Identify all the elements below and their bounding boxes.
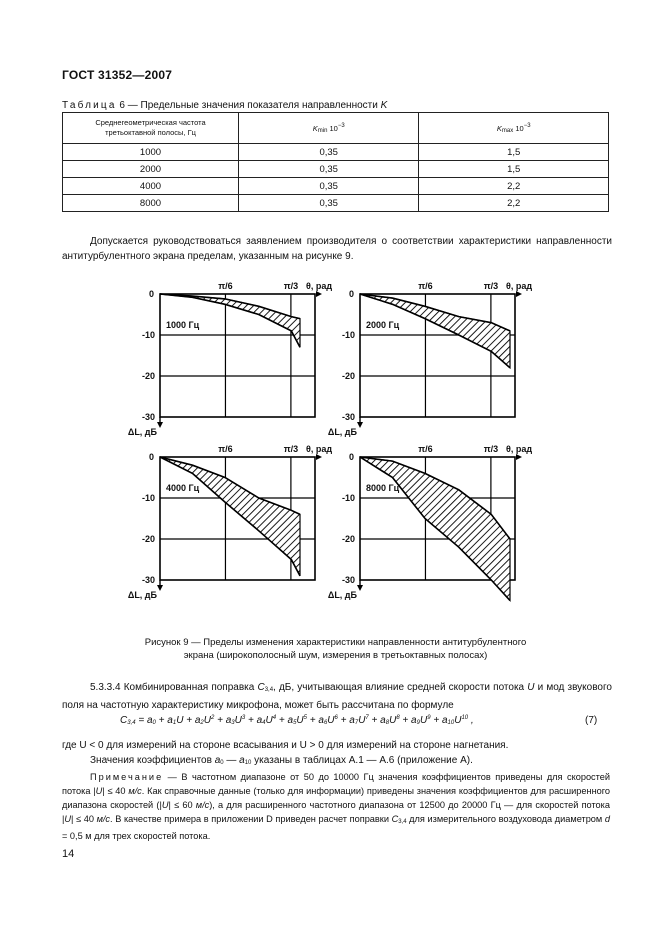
- y-tick-label: -10: [341, 493, 355, 503]
- note-paragraph: Примечание — В частотном диапазоне от 50 до 10000 Гц значения коэффициентов приведены для скоростей потока |U| ≤ 40 м/с. Как справочные данные (только для информации) приведены значения коэффициентов для расширенного диапазона скоростей (|U| ≤ 60 м/с), а для расширенного частотного диапазона от 12500 до 20000 Гц — для скоростей потока |U| ≤ 40 м/с. В качестве примера в приложении D приведен расчет поправки C3,4 для измерительного воздуховода диаметром d = 0,5 м для трех скоростей потока.: [62, 772, 611, 841]
- frequency-label: 1000 Гц: [166, 320, 200, 330]
- x-tick-label: π/6: [418, 444, 433, 454]
- x-tick-label: π/6: [418, 281, 433, 291]
- y-tick-label: -30: [141, 412, 155, 422]
- paragraph-5-3-3-4: 5.3.3.4 Комбинированная поправка C3,4, дБ, учитывающая влияние средней скорости потока U и мод звукового поля на частотную характеристику микрофона, может быть рассчитана по формуле: [62, 682, 612, 711]
- y-tick-label: -30: [141, 575, 155, 585]
- frequency-label: 8000 Гц: [366, 483, 400, 493]
- frequency-label: 2000 Гц: [366, 320, 400, 330]
- y-tick-label: -30: [341, 575, 355, 585]
- x-axis-label: θ, рад: [305, 444, 333, 454]
- y-tick-label: 0: [148, 452, 154, 462]
- col-kmin-header: Kmin $10^{-3}$: [239, 113, 419, 144]
- table-caption-word: Таблица: [62, 100, 117, 111]
- tolerance-band: [160, 457, 300, 576]
- paragraph-manufacturer-statement: Допускается руководствоваться заявлением производителя о соответствии характеристики направленности антитурбулентного экрана пределам, указанным на рисунке 9.: [62, 236, 612, 262]
- x-axis-arrow-icon: [316, 454, 322, 460]
- y-tick-label: 0: [148, 289, 154, 299]
- y-tick-label: -20: [341, 371, 355, 381]
- y-axis-label: ΔL, дБ: [327, 427, 357, 437]
- col-frequency-header: Среднегеометрическая частота третьоктавной полосы, Гц: [63, 113, 239, 144]
- table-row: 8000 0,35 2,2: [63, 195, 609, 212]
- x-tick-label: π/3: [483, 444, 499, 454]
- chart-frame: [160, 294, 315, 417]
- x-tick-label: π/3: [483, 281, 499, 291]
- y-axis-label: ΔL, дБ: [127, 427, 157, 437]
- table-row: 2000 0,35 1,5: [63, 161, 609, 178]
- table-row: 4000 0,35 2,2: [63, 178, 609, 195]
- paragraph-coefficients: Значения коэффициентов a0 — a10 указаны в таблицах А.1 — А.6 (приложение А).: [90, 755, 473, 766]
- y-axis-arrow-icon: [157, 585, 163, 591]
- x-tick-label: π/3: [283, 444, 299, 454]
- table-caption-var: K: [380, 100, 388, 111]
- y-tick-label: 0: [348, 289, 354, 299]
- x-axis-label: θ, рад: [505, 444, 533, 454]
- y-tick-label: -30: [341, 412, 355, 422]
- table-row: 1000 0,35 1,5: [63, 144, 609, 161]
- y-axis-arrow-icon: [357, 422, 363, 428]
- y-tick-label: -10: [141, 330, 155, 340]
- page-number: 14: [62, 848, 75, 860]
- y-axis-arrow-icon: [357, 585, 363, 591]
- frequency-label: 4000 Гц: [166, 483, 200, 493]
- x-axis-arrow-icon: [516, 291, 522, 297]
- y-axis-label: ΔL, дБ: [127, 590, 157, 600]
- y-axis-arrow-icon: [157, 422, 163, 428]
- figure-caption: Рисунок 9 — Пределы изменения характеристики направленности антитурбулентного экрана (широкополосный шум, измерения в третьоктавных полосах): [144, 637, 527, 661]
- y-tick-label: 0: [348, 452, 354, 462]
- y-tick-label: -10: [341, 330, 355, 340]
- y-tick-label: -20: [141, 534, 155, 544]
- y-axis-label: ΔL, дБ: [327, 590, 357, 600]
- x-tick-label: π/6: [218, 281, 233, 291]
- document-header: ГОСТ 31352—2007: [62, 68, 173, 82]
- x-tick-label: π/3: [283, 281, 299, 291]
- y-tick-label: -20: [141, 371, 155, 381]
- x-axis-label: θ, рад: [505, 281, 533, 291]
- formula-number: (7): [585, 715, 598, 726]
- x-axis-arrow-icon: [316, 291, 322, 297]
- paragraph-sign-convention: где U < 0 для измерений на стороне всасывания и U > 0 для измерений на стороне нагнетания.: [62, 740, 509, 751]
- y-tick-label: -10: [141, 493, 155, 503]
- x-tick-label: π/6: [218, 444, 233, 454]
- col-kmax-header: Kmax $10^{-3}$: [419, 113, 609, 144]
- table-caption-text: 6 — Предельные значения показателя направленности: [119, 100, 378, 111]
- x-axis-arrow-icon: [516, 454, 522, 460]
- y-tick-label: -20: [341, 534, 355, 544]
- tolerance-band: [360, 294, 510, 368]
- x-axis-label: θ, рад: [305, 281, 333, 291]
- formula-7: $C3,4 = a0 + a1U + a2U^2 + a3U^3 + a4U^4 + a5U^5 + a6U^6 + a7U^7 + a8U^8 + a9U^9 + a10U^{10}$ ,: [120, 715, 474, 726]
